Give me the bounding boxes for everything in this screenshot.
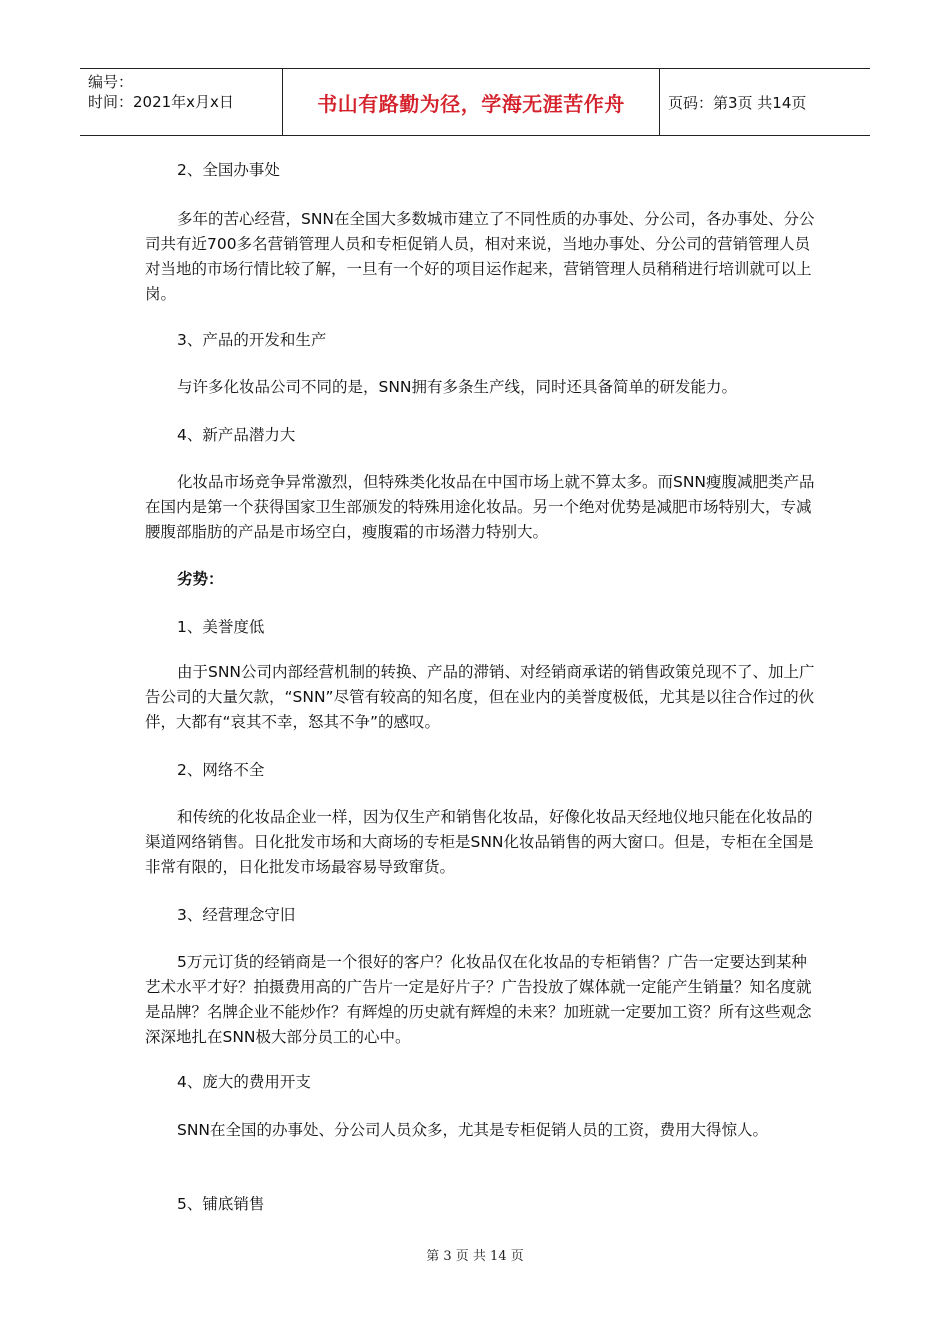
- paragraph-office: 多年的苦心经营，SNN在全国大多数城市建立了不同性质的办事处、分公司，各办事处、分公司共有近700多名营销管理人员和专柜促销人员，相对来说，当地办事处、分公司的营销管理人员对当地的市场行情比较了解，一旦有一个好的项目运作起来，营销管理人员稍稍进行培训就可以上岗。: [145, 210, 815, 303]
- document-date: 时间：2021年x月x日: [88, 93, 234, 111]
- header-page-info: 页码：第3页 共14页: [668, 93, 807, 112]
- header-motto: 书山有路勤为径，学海无涯苦作舟: [282, 69, 660, 135]
- paragraph-reputation: 由于SNN公司内部经营机制的转换、产品的滞销、对经销商承诺的销售政策兑现不了、加上广告公司的大量欠款，“SNN”尽管有较高的知名度，但在业内的美誉度极低，尤其是以往合作过的伙伴，大都有“哀其不幸，怒其不争”的感叹。: [145, 663, 815, 731]
- page-header: [80, 68, 870, 136]
- section-heading-expense: 4、庞大的费用开支: [177, 1073, 311, 1091]
- section-heading-potential: 4、新产品潜力大: [177, 426, 296, 444]
- paragraph-network: 和传统的化妆品企业一样，因为仅生产和销售化妆品，好像化妆品天经地仪地只能在化妆品的渠道网络销售。日化批发市场和大商场的专柜是SNN化妆品销售的两大窗口。但是，专柜在全国是非常有限的，日化批发市场最容易导致窜货。: [145, 808, 814, 876]
- section-heading-weakness: 劣势：: [177, 570, 224, 588]
- paragraph-production: 与许多化妆品公司不同的是，SNN拥有多条生产线，同时还具备简单的研发能力。: [177, 378, 738, 396]
- section-heading-sales: 5、铺底销售: [177, 1195, 265, 1213]
- section-heading-concept: 3、经营理念守旧: [177, 906, 296, 924]
- section-heading-network: 2、网络不全: [177, 761, 265, 779]
- section-heading-office: 2、全国办事处: [177, 161, 280, 179]
- paragraph-concept: 5万元订货的经销商是一个很好的客户？化妆品仅在化妆品的专柜销售？广告一定要达到某种艺术水平才好？拍摄费用高的广告片一定是好片子？广告投放了媒体就一定能产生销量？知名度就是品牌？名牌企业不能炒作？有辉煌的历史就有辉煌的未来？加班就一定要加工资？所有这些观念深深地扎在SNN极大部分员工的心中。: [145, 953, 812, 1046]
- paragraph-potential: 化妆品市场竞争异常激烈，但特殊类化妆品在中国市场上就不算太多。而SNN瘦腹减肥类产品在国内是第一个获得国家卫生部颁发的特殊用途化妆品。另一个绝对优势是减肥市场特别大，专减腰腹部脂肪的产品是市场空白，瘦腹霜的市场潜力特别大。: [145, 473, 815, 541]
- paragraph-expense: SNN在全国的办事处、分公司人员众多，尤其是专柜促销人员的工资，费用大得惊人。: [177, 1121, 769, 1139]
- page-footer: 第 3 页 共 14 页: [426, 1249, 524, 1264]
- header-meta: [80, 69, 282, 135]
- section-heading-production: 3、产品的开发和生产: [177, 331, 327, 349]
- section-heading-reputation: 1、美誉度低: [177, 618, 265, 636]
- document-number-label: 编号：: [88, 73, 134, 91]
